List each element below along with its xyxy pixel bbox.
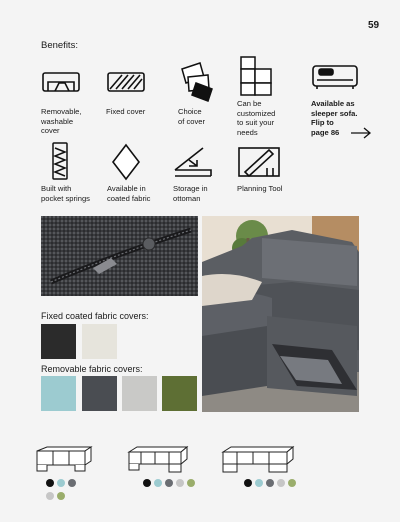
benefits-title: Benefits: bbox=[41, 40, 78, 51]
pocket-springs-icon bbox=[41, 142, 81, 182]
fabric-zipper-photo bbox=[41, 216, 198, 296]
coated-fabric-icon bbox=[107, 142, 147, 182]
color-dot[interactable] bbox=[187, 479, 195, 487]
benefit-label: Removable, washable cover bbox=[41, 107, 82, 136]
fixed-cover-icon bbox=[106, 67, 146, 105]
color-dot[interactable] bbox=[68, 479, 76, 487]
removable-cover-swatch[interactable] bbox=[162, 376, 197, 411]
color-dot[interactable] bbox=[244, 479, 252, 487]
page-number: 59 bbox=[368, 20, 380, 31]
removable-cover-swatch[interactable] bbox=[41, 376, 76, 411]
color-dot[interactable] bbox=[57, 479, 65, 487]
sofa-config-2-drawing[interactable] bbox=[127, 444, 195, 474]
color-dot[interactable] bbox=[154, 479, 162, 487]
color-dot[interactable] bbox=[176, 479, 184, 487]
color-options-1 bbox=[46, 479, 86, 500]
modular-blocks-icon bbox=[237, 55, 277, 97]
removable-cover-swatch[interactable] bbox=[82, 376, 117, 411]
benefit-label: Storage in ottoman bbox=[173, 184, 208, 203]
color-dot[interactable] bbox=[277, 479, 285, 487]
benefit-coated-fabric bbox=[107, 142, 177, 203]
color-dot[interactable] bbox=[46, 492, 54, 500]
benefit-customizable bbox=[237, 55, 307, 137]
benefit-sleeper-sofa bbox=[311, 60, 391, 137]
removable-cover-swatch[interactable] bbox=[122, 376, 157, 411]
sofa-config-1-drawing[interactable] bbox=[33, 443, 97, 475]
fabric-swatches-icon bbox=[178, 59, 218, 105]
sofa-room-photo bbox=[202, 216, 359, 412]
sleeper-sofa-icon bbox=[311, 60, 359, 95]
benefit-label: Available as sleeper sofa. Flip to page 86 bbox=[311, 99, 358, 137]
benefit-label: Can be customized to suit your needs bbox=[237, 99, 276, 137]
fixed-cover-swatch[interactable] bbox=[82, 324, 117, 359]
color-options-3 bbox=[244, 479, 296, 487]
benefit-label: Built with pocket springs bbox=[41, 184, 90, 203]
benefit-ottoman-storage bbox=[173, 142, 243, 203]
arrow-right-icon bbox=[350, 127, 372, 139]
benefit-pocket-springs bbox=[41, 142, 111, 203]
color-dot[interactable] bbox=[46, 479, 54, 487]
fixed-covers-title: Fixed coated fabric covers: bbox=[41, 311, 149, 321]
color-dot[interactable] bbox=[143, 479, 151, 487]
benefit-planning-tool bbox=[237, 142, 307, 194]
color-dot[interactable] bbox=[165, 479, 173, 487]
planning-tool-icon bbox=[237, 142, 283, 182]
benefit-label: Choice of cover bbox=[178, 107, 206, 126]
benefit-fixed-cover bbox=[106, 67, 176, 117]
benefit-removable-cover bbox=[41, 67, 111, 136]
ottoman-storage-icon bbox=[173, 142, 213, 182]
removable-cover-icon bbox=[41, 67, 81, 105]
benefit-label: Available in coated fabric bbox=[107, 184, 151, 203]
color-dot[interactable] bbox=[266, 479, 274, 487]
sofa-config-3-drawing[interactable] bbox=[221, 444, 301, 474]
color-options-2 bbox=[143, 479, 195, 487]
fixed-cover-swatch[interactable] bbox=[41, 324, 76, 359]
color-dot[interactable] bbox=[255, 479, 263, 487]
benefit-label: Fixed cover bbox=[106, 107, 146, 116]
color-dot[interactable] bbox=[57, 492, 65, 500]
benefit-label: Planning Tool bbox=[237, 184, 283, 193]
color-dot[interactable] bbox=[288, 479, 296, 487]
removable-covers-title: Removable fabric covers: bbox=[41, 364, 143, 374]
